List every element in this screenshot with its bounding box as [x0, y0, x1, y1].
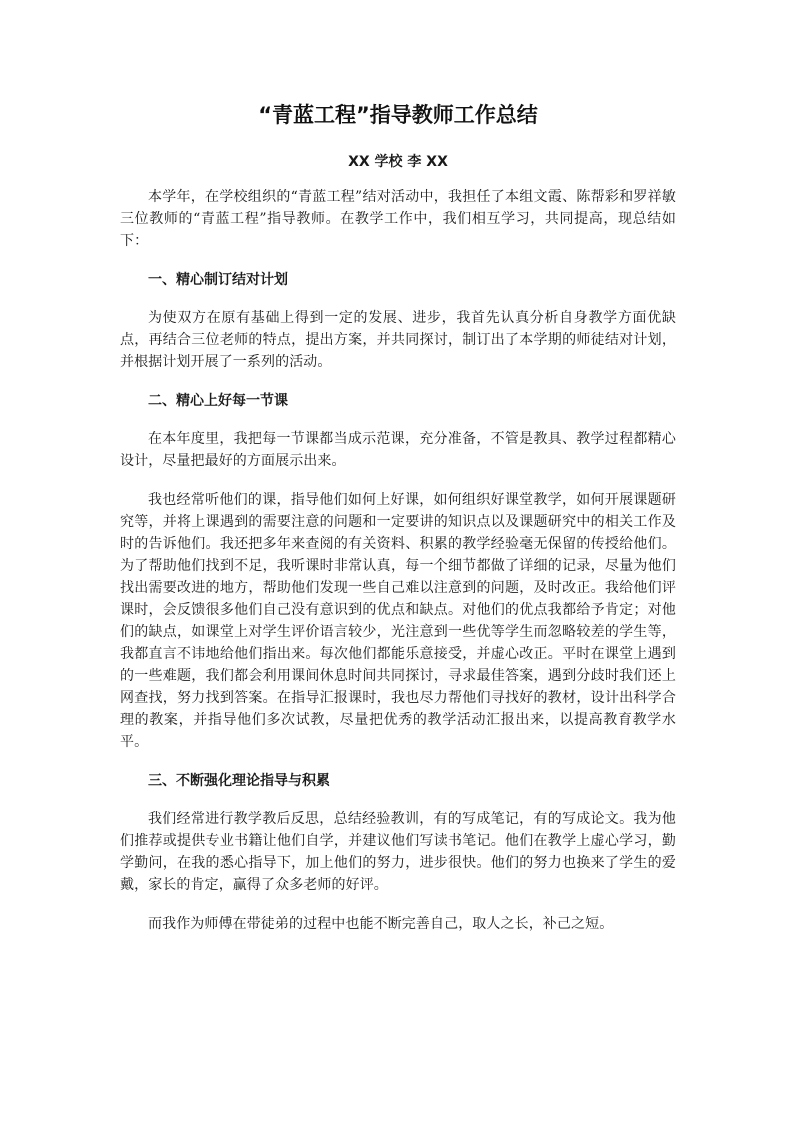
author-line: XX 学校 李 XX	[348, 154, 448, 170]
section2-paragraph-2: 我也经常听他们的课，指导他们如何上好课，如何组织好课堂教学，如何开展课题研究等，并将上课遇到的需要注意的问题和一定要讲的知识点以及课题研究中的相关工作及时的告诉他们。我还把多年来查阅的有关资料、积累的教学经验毫无保留的传授给他们。为了帮助他们找到不足，我听课时非常认真，每一个细节都做了详细的记录，尽量为他们找出需要改进的地方，帮助他们发现一些自己难以注意到的问题，及时改正。我给他们评课时，会反馈很多他们自己没有意识到的优点和缺点。对他们的优点我都给予肯定；对他们的缺点，如课堂上对学生评价语言较少，光注意到一些优等学生而忽略较差的学生等，我都直言不讳地给他们指出来。每次他们都能乐意接受，并虚心改正。平时在课堂上遇到的一些难题，我们都会利用课间休息时间共同探讨，寻求最佳答案，遇到分歧时我们还上网查找，努力找到答案。在指导汇报课时，我也尽力帮他们寻找好的教材，设计出科学合理的教案，并指导他们多次试教，尽量把优秀的教学活动汇报出来，以提高教育教学水平。	[120, 492, 676, 750]
section-heading-1: 一、精心制订结对计划	[148, 272, 288, 288]
section-heading-3: 三、不断强化理论指导与积累	[148, 773, 330, 789]
section1-paragraph-1: 为使双方在原有基础上得到一定的发展、进步，我首先认真分析自身教学方面优缺点，再结合三位老师的特点，提出方案，并共同探讨，制订出了本学期的师徒结对计划，并根据计划开展了一系列的活动。	[120, 310, 676, 370]
document-page	[120, 100, 676, 952]
section3-paragraph-1: 我们经常进行教学教后反思，总结经验教训，有的写成笔记，有的写成论文。我为他们推荐或提供专业书籍让他们自学，并建议他们写读书笔记。他们在教学上虚心学习，勤学勤问，在我的悉心指导下，加上他们的努力，进步很快。他们的努力也换来了学生的爱戴，家长的肯定，赢得了众多老师的好评。	[120, 811, 676, 893]
section-heading-2: 二、精心上好每一节课	[148, 393, 288, 409]
intro-paragraph: 本学年，在学校组织的“青蓝工程”结对活动中，我担任了本组文霞、陈帮彩和罗祥敏三位教师的“青蓝工程”指导教师。在教学工作中，我们相互学习，共同提高，现总结如下：	[120, 189, 676, 249]
section2-paragraph-1: 在本年度里，我把每一节课都当成示范课，充分准备，不管是教具、教学过程都精心设计，尽量把最好的方面展示出来。	[120, 431, 676, 469]
section3-paragraph-2: 而我作为师傅在带徒弟的过程中也能不断完善自己，取人之长，补己之短。	[148, 916, 614, 932]
document-title: “青蓝工程”指导教师工作总结	[258, 103, 538, 127]
